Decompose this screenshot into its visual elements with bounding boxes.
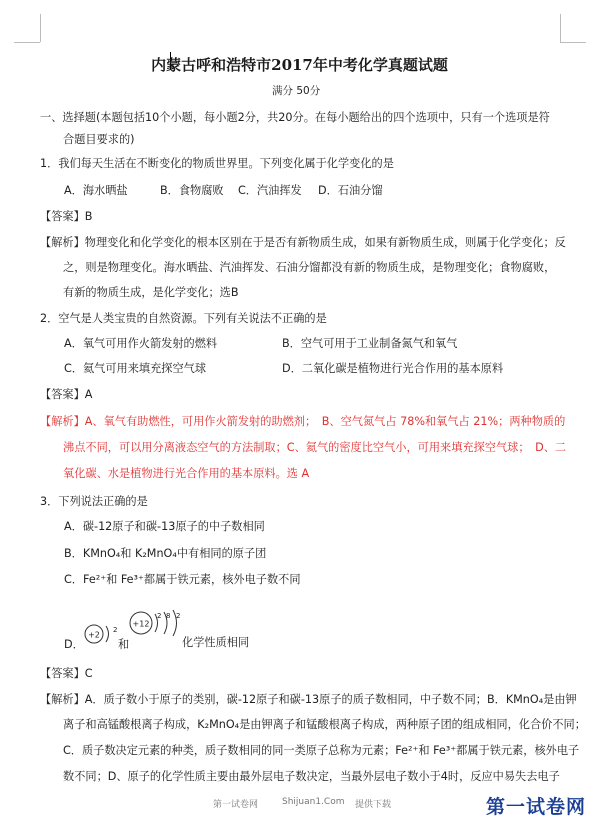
q2-analysis-line3: 氧化碳、水是植物进行光合作用的基本原料。选 A (63, 467, 310, 480)
page-title: 内蒙古呼和浩特市2017年中考化学真题试题 (151, 56, 448, 74)
q1-stem: 1．我们每天生活在不断变化的物质世界里。下列变化属于化学变化的是 (40, 157, 394, 170)
q3-analysis-line3: C．质子数决定元素的种类，质子数相同的同一类原子总称为元素；Fe²⁺和 Fe³⁺都属于铁元素，核外电子 (63, 744, 580, 757)
q1-answer: 【答案】B (40, 210, 93, 223)
q2-analysis-line2: 沸点不同，可以用分离液态空气的方法制取；C、氦气的密度比空气小，可用来填充探空气球； D、二 (63, 441, 567, 454)
electron-count: 2 (176, 612, 181, 620)
footer-url: Shijuan1.Com (282, 797, 345, 807)
q3-option-d-prefix: D． (64, 638, 84, 651)
q3-answer: 【答案】C (40, 667, 93, 680)
q2-option-c: C．氦气可用来填充探空气球 (64, 362, 207, 375)
atom-nucleus-charge: +2 (88, 630, 100, 640)
electron-count: 2 (113, 626, 118, 634)
section-heading-line2: 合题目要求的) (63, 133, 135, 146)
atom-diagram-helium (82, 618, 118, 650)
q3-option-c: C．Fe²⁺和 Fe³⁺都属于铁元素，核外电子数不同 (64, 573, 301, 586)
section-heading-line1: 一、选择题(本题包括10个小题，每小题2分，共20分。在每小题给出的四个选项中，只有一个选项是符 (40, 111, 550, 124)
crop-mark-top-left-v (40, 14, 41, 42)
electron-shell-arc (106, 626, 109, 642)
q2-analysis-line1: 【解析】A、氧气有助燃性，可用作火箭发射的助燃剂； B、空气氮气占 78%和氧气占 21%；两种物质的 (40, 415, 566, 428)
brand-logo-text: 第一试卷网 (486, 796, 587, 818)
q1-option-d: D．石油分馏 (318, 184, 383, 197)
electron-count: 8 (166, 612, 171, 620)
q3-option-a: A．碳-12原子和碳-13原子的中子数相同 (64, 520, 265, 533)
q1-option-c: C．汽油挥发 (238, 184, 302, 197)
q3-analysis-line2: 离子和高锰酸根离子构成，K₂MnO₄是由钾离子和锰酸根离子构成，两种原子团的组成相同，化合价不同； (63, 718, 586, 731)
q3-stem: 3．下列说法正确的是 (40, 495, 148, 508)
q1-option-a: A．海水晒盐 (64, 184, 128, 197)
q1-analysis-line2: 之，则是物理变化。海水晒盐、汽油挥发、石油分馏都没有新的物质生成，是物理变化；食物腐败， (63, 261, 556, 274)
q3-analysis-line1: 【解析】A．质子数小于原子的类别，碳-12原子和碳-13原子的质子数相同，中子数不同；B．KMnO₄是由钾 (40, 693, 577, 706)
footer-site-name: 第一试卷网 (213, 800, 259, 810)
q3-option-d-suffix: 化学性质相同 (182, 636, 250, 649)
q1-analysis-line1: 【解析】物理变化和化学变化的根本区别在于是否有新物质生成，如果有新物质生成，则属于化学变化；反 (40, 236, 566, 249)
q2-stem: 2．空气是人类宝贵的自然资源。下列有关说法不正确的是 (40, 312, 327, 325)
electron-count: 2 (157, 612, 162, 620)
atom-nucleus-charge: +12 (132, 619, 150, 629)
crop-mark-top-right-h (560, 42, 586, 43)
q2-option-d: D．二氧化碳是植物进行光合作用的基本原料 (282, 362, 504, 375)
q2-option-a: A．氧气可用作火箭发射的燃料 (64, 337, 218, 350)
q1-analysis-line3: 有新的物质生成，是化学变化；选B (63, 286, 239, 299)
atom-diagram-magnesium (126, 606, 186, 640)
q2-option-b: B．空气可用于工业制备氮气和氧气 (282, 337, 458, 350)
q3-option-b: B．KMnO₄和 K₂MnO₄中有相同的原子团 (64, 547, 267, 560)
q3-option-d-and: 和 (118, 638, 130, 651)
crop-mark-top-left-h (14, 42, 40, 43)
q1-option-b: B．食物腐败 (160, 184, 224, 197)
crop-mark-top-right-v (560, 14, 561, 42)
q3-analysis-line4: 数不同；D、原子的化学性质主要由最外层电子数决定，当最外层电子数小于4时，反应中易失去电子 (63, 770, 560, 783)
q2-answer: 【答案】A (40, 388, 93, 401)
footer-provide: 提供下载 (355, 800, 392, 810)
score-line: 满分 50分 (272, 85, 321, 97)
